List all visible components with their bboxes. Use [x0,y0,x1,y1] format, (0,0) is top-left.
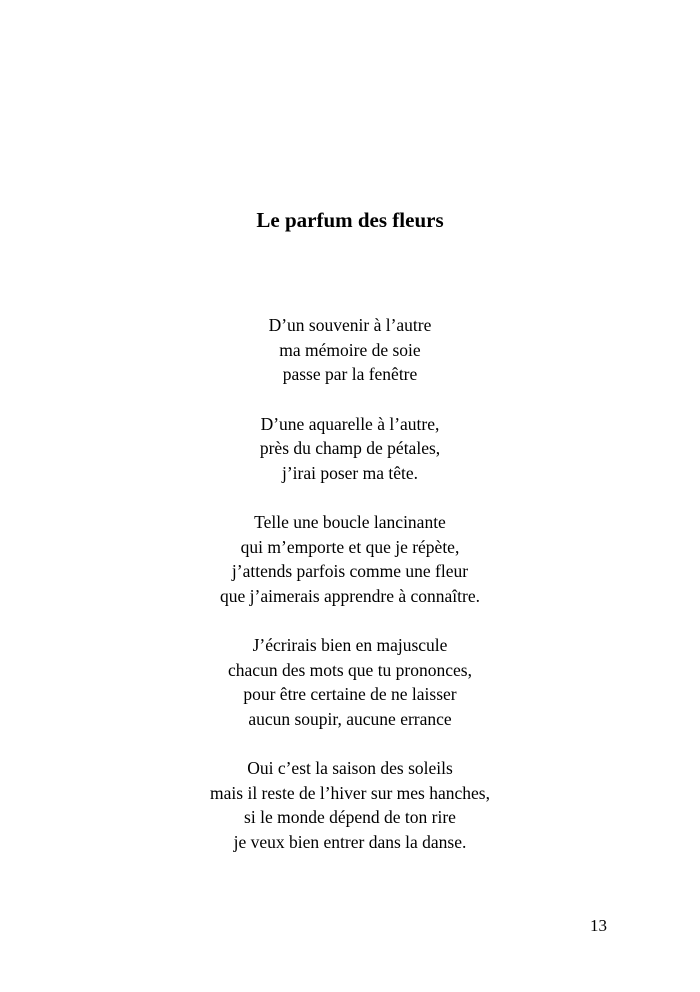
poem-line: j’attends parfois comme une fleur [231,561,469,581]
poem-line: Oui c’est la saison des soleils [247,758,453,778]
poem-line: Telle une boucle lancinante [254,512,446,532]
poem-line: je veux bien entrer dans la danse. [233,831,467,852]
poem-body [0,313,700,879]
poem-line: que j’aimerais apprendre à connaître. [220,585,480,606]
page-number: 13 [590,916,607,935]
poem-title: Le parfum des fleurs [256,208,444,232]
stanza-3 [0,510,700,608]
poem-line: ma mémoire de soie [279,339,421,360]
poem-line: D’un souvenir à l’autre [268,315,432,335]
stanza-1 [0,313,700,387]
poem-line: aucun soupir, aucune errance [248,708,452,729]
stanza-2 [0,412,700,486]
stanza-4 [0,633,700,731]
poem-line: chacun des mots que tu prononces, [228,659,472,680]
poem-line: D’une aquarelle à l’autre, [260,413,440,434]
poem-line: j’irai poser ma tête. [281,462,419,483]
poem-line: J’écrirais bien en majuscule [252,635,448,655]
poem-line: si le monde dépend de ton rire [244,807,456,827]
poem-line: qui m’emporte et que je répète, [240,536,460,557]
poem-line: près du champ de pétales, [259,438,441,458]
poem-line: passe par la fenêtre [282,364,418,384]
stanza-5 [0,756,700,854]
poem-line: pour être certaine de ne laisser [243,684,457,704]
poem-line: mais il reste de l’hiver sur mes hanches, [210,782,490,803]
